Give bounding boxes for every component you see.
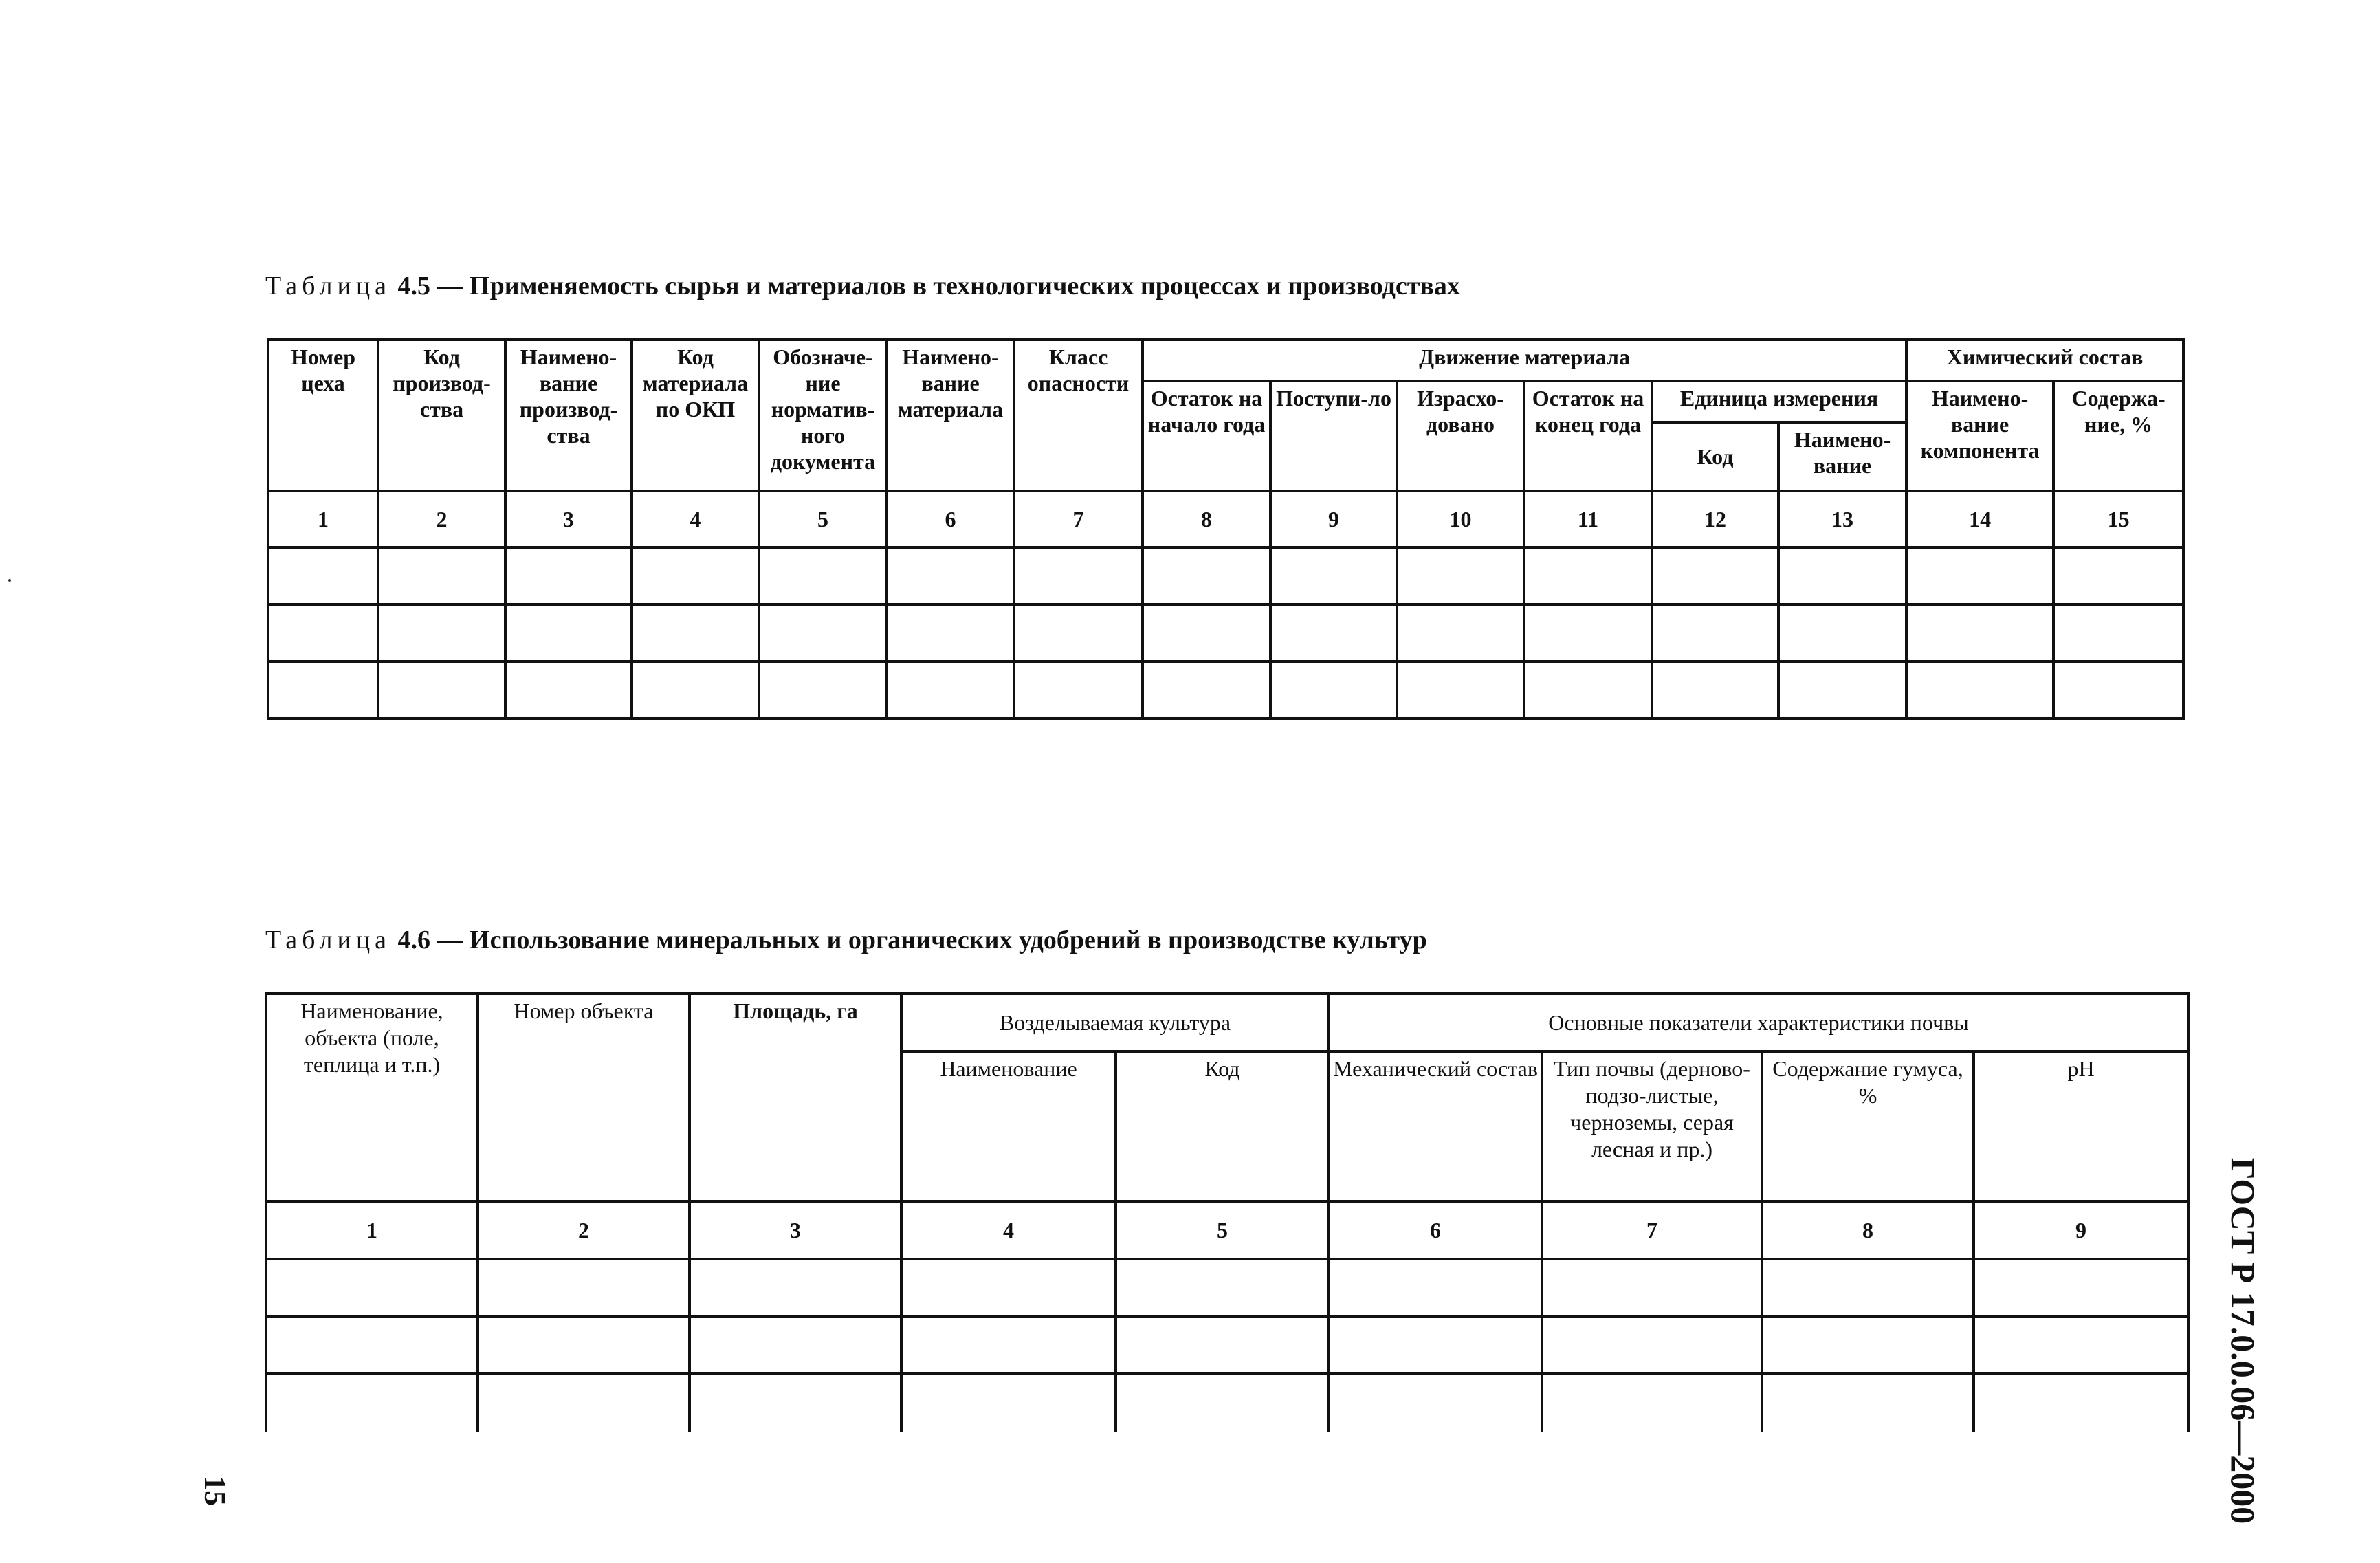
column-number: 1 <box>268 491 378 547</box>
page-number <box>195 1470 236 1511</box>
column-number: 6 <box>1329 1201 1542 1259</box>
column-number: 14 <box>1906 491 2053 547</box>
empty-row <box>268 662 2183 719</box>
table-4-5 <box>267 338 2185 720</box>
header-material-movement: Движение материала <box>1143 340 1906 381</box>
header-component-name: Наимено-вание компонента <box>1906 381 2053 491</box>
header-crop-name: Наименование <box>901 1051 1116 1201</box>
column-number: 8 <box>1143 491 1270 547</box>
header-production-name: Наимено-вание производ-ства <box>505 340 632 491</box>
scan-speck <box>8 579 11 582</box>
header-production-code: Код производ-ства <box>378 340 505 491</box>
table-4-6-caption <box>265 925 1427 955</box>
caption-word: Таблица <box>265 272 392 300</box>
column-number: 2 <box>378 491 505 547</box>
column-number: 5 <box>1116 1201 1329 1259</box>
column-number: 5 <box>759 491 887 547</box>
column-number: 7 <box>1014 491 1143 547</box>
header-received: Поступи-ло <box>1270 381 1397 491</box>
header-shop-number: Номер цеха <box>268 340 378 491</box>
column-number: 13 <box>1778 491 1906 547</box>
table-4-6-wrapper <box>254 983 2200 1432</box>
column-number: 7 <box>1542 1201 1762 1259</box>
column-number: 10 <box>1397 491 1524 547</box>
empty-row <box>268 604 2183 662</box>
column-number: 9 <box>1974 1201 2188 1259</box>
column-number: 12 <box>1652 491 1778 547</box>
column-number: 3 <box>690 1201 901 1259</box>
column-number: 15 <box>2053 491 2183 547</box>
column-number: 9 <box>1270 491 1397 547</box>
header-balance-end: Остаток на конец года <box>1524 381 1652 491</box>
header-area-ha: Площадь, га <box>690 994 901 1201</box>
header-chemical-composition: Химический состав <box>1906 340 2183 381</box>
header-object-name: Наименование, объекта (поле, теплица и т.п.) <box>266 994 478 1201</box>
header-mechanical-composition: Механический состав <box>1329 1051 1542 1201</box>
empty-row <box>266 1259 2188 1316</box>
header-unit-name: Наимено-вание <box>1778 422 1906 491</box>
column-number: 4 <box>632 491 759 547</box>
gost-designation: ГОСТ Р 17.0.0.06—2000 <box>2224 1157 2262 1524</box>
column-number: 3 <box>505 491 632 547</box>
header-cultivated-crop: Возделываемая культура <box>901 994 1329 1051</box>
empty-row <box>266 1316 2188 1373</box>
column-number: 11 <box>1524 491 1652 547</box>
caption-title: 4.5 — Применяемость сырья и материалов в технологических процессах и производствах <box>397 272 1460 300</box>
column-number: 6 <box>887 491 1014 547</box>
header-soil-type: Тип почвы (дерново-подзо-листые, черноземы, серая лесная и пр.) <box>1542 1051 1762 1201</box>
table-4-5-caption <box>265 271 1460 301</box>
empty-row <box>266 1373 2188 1432</box>
column-number: 2 <box>478 1201 690 1259</box>
header-ph: pH <box>1974 1051 2188 1201</box>
column-number: 4 <box>901 1201 1116 1259</box>
header-normative-document: Обозначе-ние норматив-ного документа <box>759 340 887 491</box>
header-consumed: Израсхо-довано <box>1397 381 1524 491</box>
column-number: 8 <box>1762 1201 1974 1259</box>
header-unit-of-measure: Единица измерения <box>1652 381 1906 422</box>
empty-row <box>268 547 2183 604</box>
header-content-percent: Содержа-ние, % <box>2053 381 2183 491</box>
header-soil-indicators: Основные показатели характеристики почвы <box>1329 994 2188 1051</box>
header-humus-content: Содержание гумуса, % <box>1762 1051 1974 1201</box>
caption-title: 4.6 — Использование минеральных и органических удобрений в производстве культур <box>397 926 1427 954</box>
gost-side-title <box>2216 1157 2271 1524</box>
page-number-label: 15 <box>198 1476 232 1506</box>
header-crop-code: Код <box>1116 1051 1329 1201</box>
column-number: 1 <box>266 1201 478 1259</box>
header-material-name: Наимено-вание материала <box>887 340 1014 491</box>
header-object-number: Номер объекта <box>478 994 690 1201</box>
header-balance-start: Остаток на начало года <box>1143 381 1270 491</box>
header-hazard-class: Класс опасности <box>1014 340 1143 491</box>
table-4-6 <box>265 992 2190 1432</box>
header-material-code-okp: Код материала по ОКП <box>632 340 759 491</box>
header-unit-code: Код <box>1652 422 1778 491</box>
caption-word: Таблица <box>265 926 392 954</box>
